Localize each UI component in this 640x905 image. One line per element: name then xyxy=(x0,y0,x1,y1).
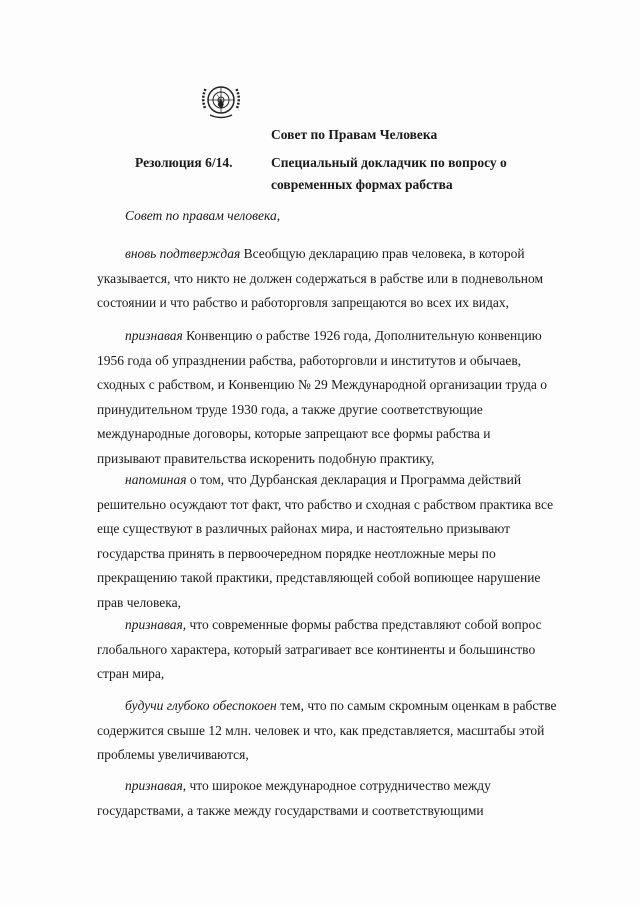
paragraph-text: Конвенцию о рабстве 1926 года, Дополнительную конвенцию 1956 года об упразднении рабства, работорговли и институтов и обычаев, сходных с рабством, и Конвенцию № 29 Международной организации труда о принудительном труде 1930 года, а также другие соответствующие международные договоры, которые запрещают все формы рабства и призывают правительства искоренить подобную практику, xyxy=(97,328,548,466)
paragraph-lead: напоминая xyxy=(125,472,187,487)
paragraph-lead: будучи глубоко обеспокоен xyxy=(125,698,277,713)
preamble-paragraph xyxy=(97,324,557,471)
paragraph-lead: признавая xyxy=(125,328,183,343)
preamble-paragraph xyxy=(97,774,557,823)
resolution-number: Резолюция 6/14. xyxy=(135,155,233,170)
opening-phrase: Совет по правам человека, xyxy=(125,208,281,223)
paragraph-lead: признавая xyxy=(125,778,183,793)
un-emblem-icon xyxy=(198,78,244,124)
council-name: Совет по Правам Человека xyxy=(271,127,438,142)
resolution-title-line1: Специальный докладчик по вопросу о xyxy=(271,155,507,170)
paragraph-text: что современные формы рабства представляют собой вопрос глобального характера, который затрагивает все континенты и большинство стран мира, xyxy=(97,617,542,681)
preamble-paragraph xyxy=(97,468,557,615)
paragraph-lead: признавая, xyxy=(125,617,187,632)
paragraph-text: , что широкое международное сотрудничество между государствами, а также между государствами и соответствующими xyxy=(97,778,491,818)
paragraph-text: о том, что Дурбанская декларация и Программа действий решительно осуждают тот факт, что рабство и сходная с рабством практика все еще существуют в различных районах мира, и настоятельно призывают государства принять в первоочередном порядке неотложные меры по прекращению такой практики, представляющей собой вопиющее нарушение прав человека, xyxy=(97,472,554,610)
resolution-title xyxy=(271,152,571,196)
paragraph-text: Всеобщую декларацию прав человека, в которой указывается, что никто не должен содержаться в рабстве или в подневольном состоянии и что рабство и работорговля запрещаются во всех их видах, xyxy=(97,246,543,310)
preamble-paragraph xyxy=(97,613,557,687)
paragraph-text: тем, что по самым скромным оценкам в рабстве содержится свыше 12 млн. человек и что, как представляется, масштабы этой проблемы увеличиваются, xyxy=(97,698,557,762)
resolution-title-line2: современных формах рабства xyxy=(271,177,453,192)
preamble-paragraph xyxy=(97,694,557,768)
preamble-paragraph xyxy=(97,242,557,316)
paragraph-lead: вновь подтверждая xyxy=(125,246,241,261)
